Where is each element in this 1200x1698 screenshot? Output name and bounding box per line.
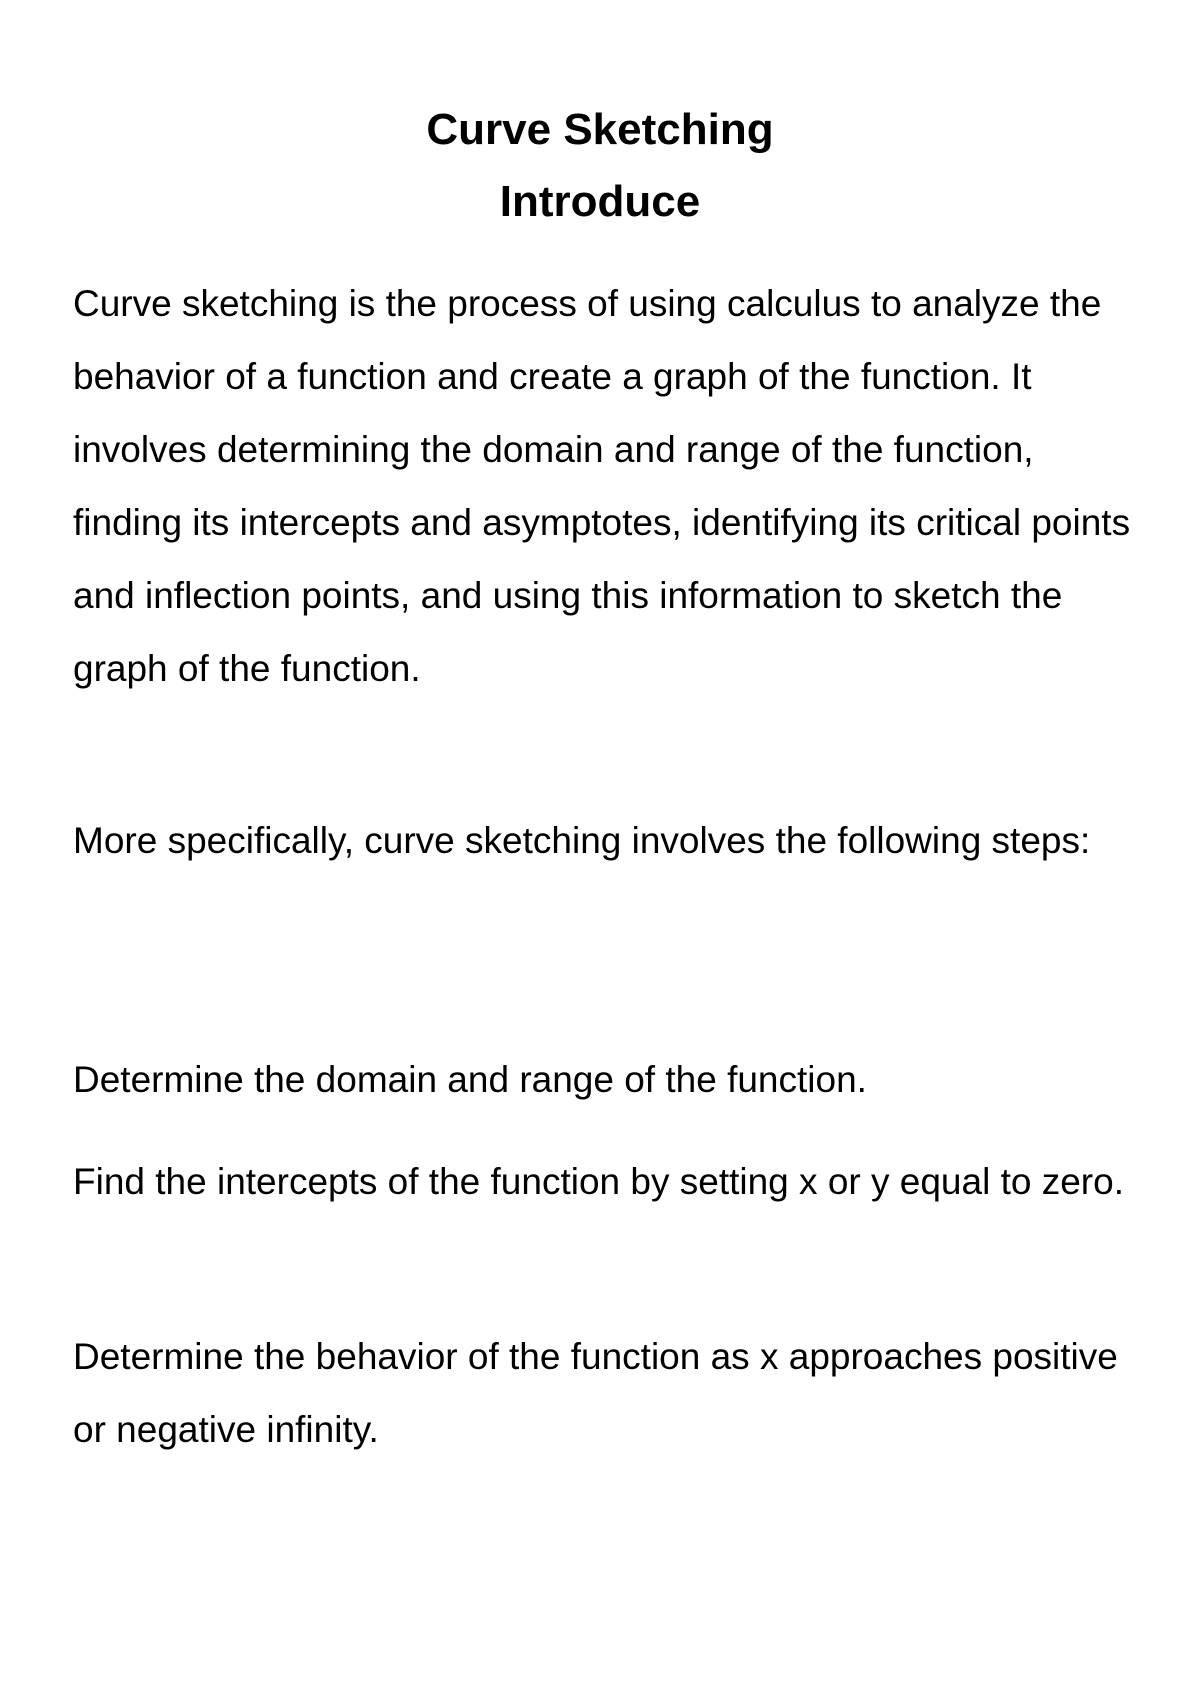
page-title: Curve Sketching [426, 105, 774, 154]
steps-intro-paragraph: More specifically, curve sketching involves the following steps: [73, 820, 1091, 861]
step-domain-range: Determine the domain and range of the function. [73, 1059, 867, 1100]
step-end-behavior: Determine the behavior of the function as x approaches positive or negative infinity. [73, 1336, 1118, 1450]
step-intercepts: Find the intercepts of the function by setting x or y equal to zero. [73, 1161, 1124, 1202]
page-subtitle: Introduce [499, 177, 701, 226]
intro-paragraph: Curve sketching is the process of using calculus to analyze the behavior of a function and create a graph of the function. It involves determining the domain and range of the function, finding its intercepts and asymptotes, identifying its critical points and inflection points, and using this information to sketch the graph of the function. [73, 283, 1131, 689]
